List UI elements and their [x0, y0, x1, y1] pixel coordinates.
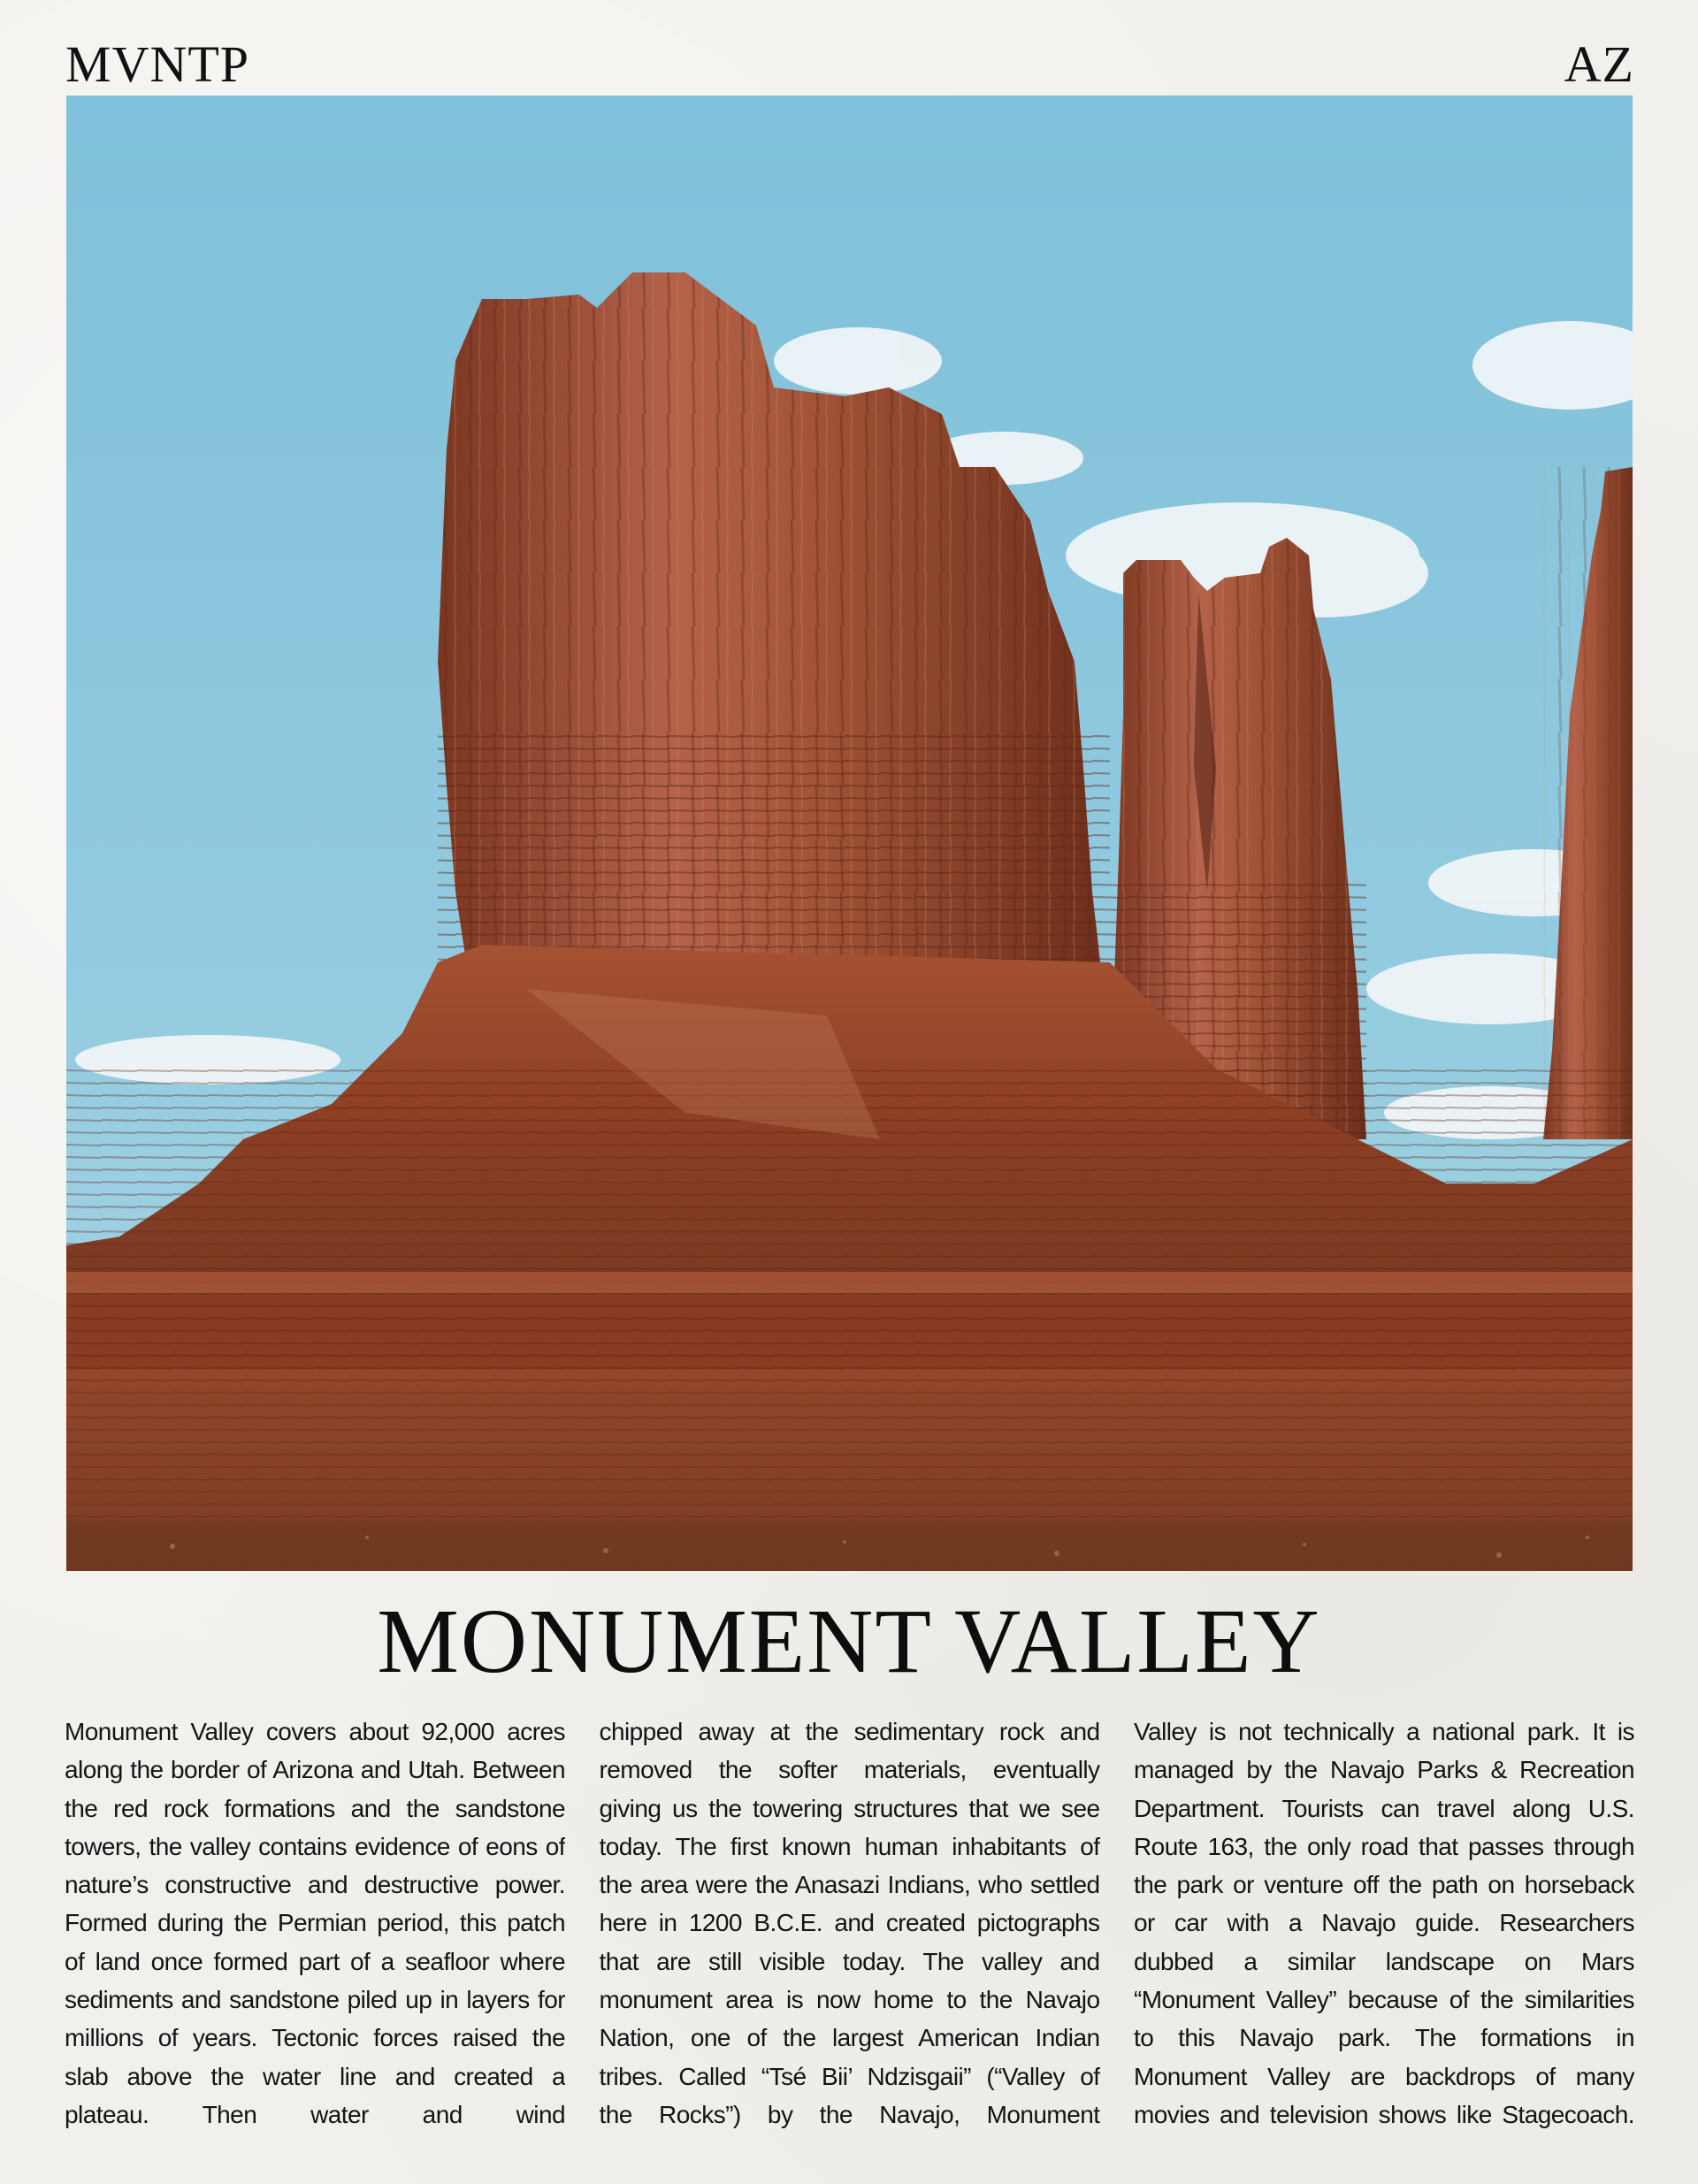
page-title: MONUMENT VALLEY	[377, 1590, 1321, 1692]
column-3-line: the park or venture off the path on horseback	[1134, 1871, 1634, 1899]
column-1-line: plateau. Then water and wind	[65, 2100, 565, 2128]
hero-photo	[66, 96, 1633, 1571]
column-3-line: managed by the Navajo Parks & Recreation	[1134, 1756, 1634, 1784]
body-columns	[65, 1713, 1634, 2155]
column-2-line: chipped away at the sedimentary rock and	[599, 1718, 1100, 1745]
column-2-line: the area were the Anasazi Indians, who settled	[599, 1871, 1100, 1899]
column-3-line: movies and television shows like Stagecoach.	[1134, 2100, 1634, 2128]
monument-valley-illustration	[66, 96, 1633, 1571]
column-2-line: removed the softer materials, eventually	[599, 1756, 1100, 1784]
column-2-line: monument area is now home to the Navajo	[599, 1986, 1100, 2014]
column-2-line: giving us the towering structures that we see	[599, 1794, 1100, 1822]
column-1-line: millions of years. Tectonic forces raised the	[65, 2024, 565, 2052]
column-2-line: Nation, one of the largest American Indian	[599, 2024, 1100, 2052]
column-1-line: slab above the water line and created a	[65, 2062, 565, 2090]
body-column-3	[1134, 1713, 1634, 2155]
column-3-line: or car with a Navajo guide. Researchers	[1134, 1909, 1634, 1937]
column-2-line: that are still visible today. The valley and	[599, 1947, 1100, 1975]
body-column-1	[65, 1713, 565, 2155]
body-column-2	[600, 1713, 1100, 2155]
column-3-line: “Monument Valley” because of the similarities	[1134, 1986, 1634, 2014]
column-2-line: tribes. Called “Tsé Bii’ Ndzisgaii” (“Valley of	[599, 2062, 1100, 2090]
column-3-line: Monument Valley are backdrops of many	[1134, 2062, 1634, 2090]
column-3-line: dubbed a similar landscape on Mars	[1134, 1947, 1634, 1975]
column-1-line: towers, the valley contains evidence of eons of	[65, 1832, 565, 1860]
column-2-line: the Rocks”) by the Navajo, Monument	[599, 2100, 1100, 2128]
column-2-line: today. The first known human inhabitants of	[599, 1832, 1100, 1860]
header-left-label: MVNTP	[65, 35, 250, 93]
column-1-line: nature’s constructive and destructive power.	[65, 1871, 565, 1899]
column-3-line: Department. Tourists can travel along U.S.	[1134, 1794, 1634, 1822]
header-right-label: AZ	[1564, 35, 1634, 93]
column-1-line: Monument Valley covers about 92,000 acres	[65, 1718, 565, 1745]
column-3-line: Route 163, the only road that passes through	[1134, 1832, 1634, 1860]
column-1-line: Formed during the Permian period, this patch	[65, 1909, 565, 1937]
column-3-line: Valley is not technically a national park. It is	[1134, 1718, 1634, 1745]
column-1-line: sediments and sandstone piled up in layers for	[65, 1986, 565, 2014]
column-1-line: along the border of Arizona and Utah. Between	[65, 1756, 565, 1784]
column-2-line: here in 1200 B.C.E. and created pictographs	[599, 1909, 1100, 1937]
column-1-line: the red rock formations and the sandstone	[65, 1794, 565, 1822]
column-1-line: of land once formed part of a seafloor where	[65, 1947, 565, 1975]
column-3-line: to this Navajo park. The formations in	[1134, 2024, 1634, 2052]
